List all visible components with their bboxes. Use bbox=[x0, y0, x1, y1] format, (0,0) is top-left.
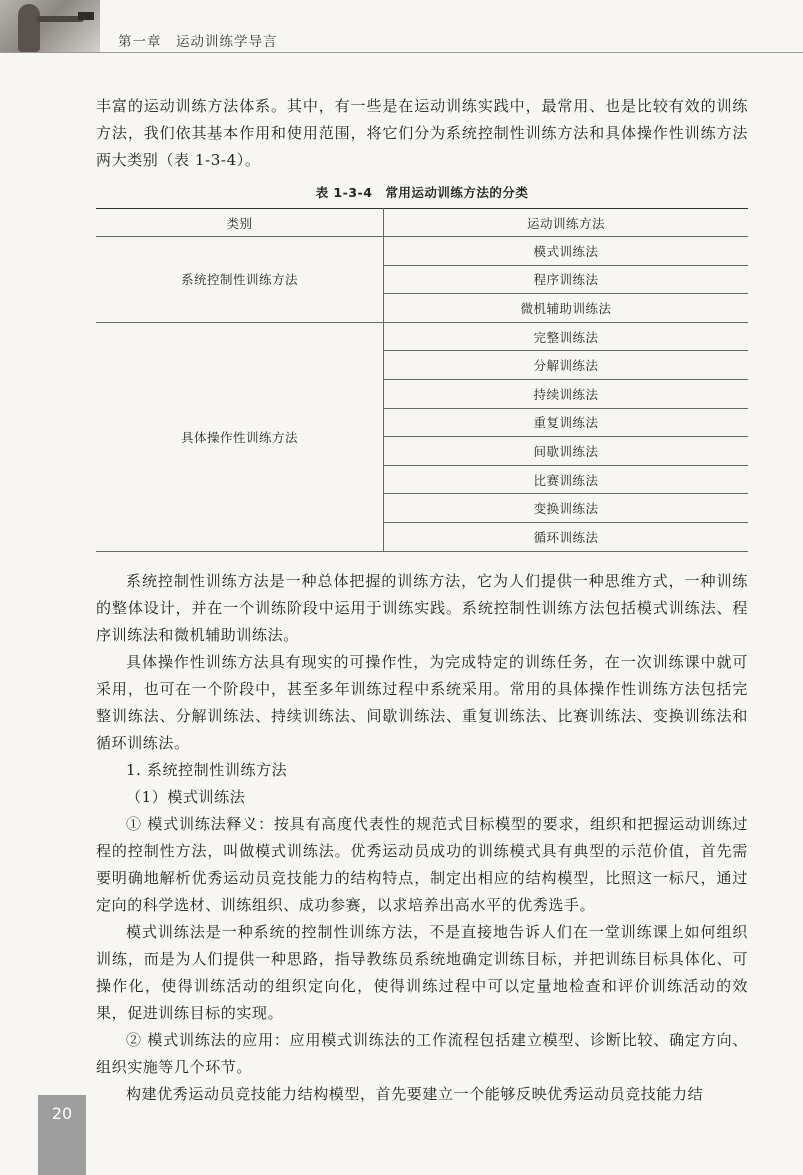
paragraph-specific-operation: 具体操作性训练方法具有现实的可操作性，为完成特定的训练任务，在一次训练课中就可采用，也可在一个阶段中，甚至多年训练过程中系统采用。常用的具体操作性训练方法包括完整训练法、分解训练法、持续训练法、间歇训练法、重复训练法、比赛训练法、变换训练法和循环训练法。 bbox=[96, 652, 748, 752]
table-caption: 表 1-3-4 常用运动训练方法的分类 bbox=[315, 185, 529, 200]
category-cell-specific-operation: 具体操作性训练方法 bbox=[96, 322, 384, 551]
paragraph-model-application: ② 模式训练法的应用：应用模式训练法的工作流程包括建立模型、诊断比较、确定方向、组织实施等几个环节。 bbox=[96, 1030, 748, 1076]
method-cell: 微机辅助训练法 bbox=[384, 294, 749, 323]
method-cell: 重复训练法 bbox=[384, 408, 749, 437]
method-cell: 循环训练法 bbox=[384, 522, 749, 551]
table-row bbox=[96, 237, 748, 266]
method-cell: 持续训练法 bbox=[384, 379, 749, 408]
category-cell-system-control: 系统控制性训练方法 bbox=[96, 237, 384, 323]
paragraph-system-control: 系统控制性训练方法是一种总体把握的训练方法，它为人们提供一种思维方式，一种训练的整体设计，并在一个训练阶段中运用于训练实践。系统控制性训练方法包括模式训练法、程序训练法和微机辅助训练法。 bbox=[96, 571, 748, 644]
method-cell: 比赛训练法 bbox=[384, 465, 749, 494]
method-cell: 模式训练法 bbox=[384, 237, 749, 266]
col-header-category: 类别 bbox=[96, 209, 384, 237]
method-cell: 间歇训练法 bbox=[384, 437, 749, 466]
shooter-arm bbox=[36, 16, 84, 22]
pistol-icon bbox=[78, 12, 94, 20]
paragraph-model-system: 模式训练法是一种系统的控制性训练方法，不是直接地告诉人们在一堂训练课上如何组织训练，而是为人们提供一种思路，指导教练员系统地确定训练目标，并把训练目标具体化、可操作化，使得训练活动的组织定向化，使得训练过程中可以定量地检查和评价训练活动的效果，促进训练目标的实现。 bbox=[96, 922, 748, 1022]
body-text bbox=[96, 568, 748, 1108]
method-cell: 程序训练法 bbox=[384, 265, 749, 294]
col-header-methods: 运动训练方法 bbox=[384, 209, 749, 237]
page-number: 20 bbox=[38, 1095, 86, 1175]
method-cell: 分解训练法 bbox=[384, 351, 749, 380]
method-cell: 完整训练法 bbox=[384, 322, 749, 351]
paragraph-model-definition: ① 模式训练法释义：按具有高度代表性的规范式目标模型的要求，组织和把握运动训练过程的控制性方法，叫做模式训练法。优秀运动员成功的训练模式具有典型的示范价值，首先需要明确地解析优秀运动员竞技能力的结构特点，制定出相应的结构模型，比照这一标尺，通过定向的科学选材、训练组织、成功参赛，以求培养出高水平的优秀选手。 bbox=[96, 814, 748, 914]
page-content bbox=[96, 93, 748, 1108]
shooter-figure bbox=[18, 4, 40, 52]
intro-paragraph: 丰富的运动训练方法体系。其中，有一些是在运动训练实践中，最常用、也是比较有效的训练方法，我们依其基本作用和使用范围，将它们分为系统控制性训练方法和具体操作性训练方法两大类别（表 1-3-4）。 bbox=[96, 97, 748, 169]
chapter-title: 第一章 运动训练学导言 bbox=[118, 34, 278, 50]
method-cell: 变换训练法 bbox=[384, 494, 749, 523]
table-row bbox=[96, 322, 748, 351]
running-header bbox=[0, 0, 803, 53]
subsection-heading: （1）模式训练法 bbox=[126, 787, 246, 806]
method-classification-table bbox=[96, 208, 748, 552]
table-header-row bbox=[96, 209, 748, 237]
paragraph-model-construction: 构建优秀运动员竞技能力结构模型，首先要建立一个能够反映优秀运动员竞技能力结 bbox=[126, 1084, 704, 1103]
header-shooter-photo bbox=[0, 0, 100, 52]
section-heading: 1. 系统控制性训练方法 bbox=[126, 760, 288, 779]
